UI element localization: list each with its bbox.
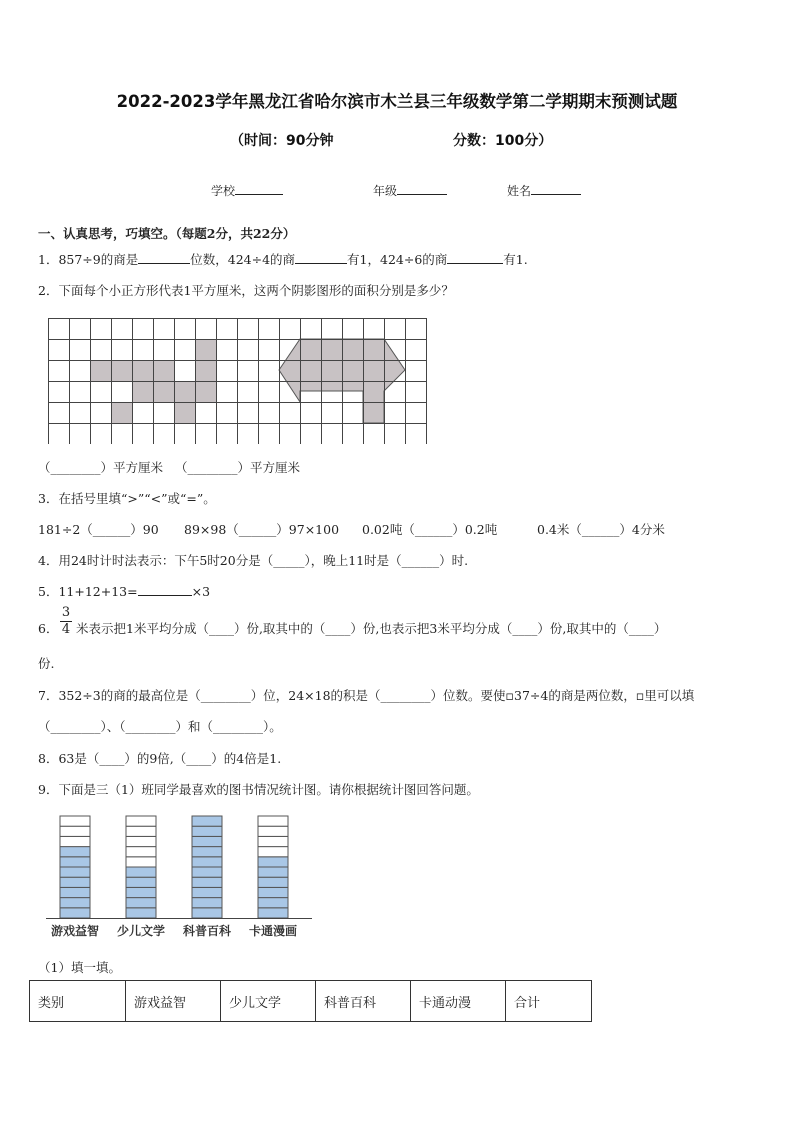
category-label: 少儿文学 bbox=[116, 924, 166, 938]
question-3: 3．在括号里填“>”“<”或“=”。 bbox=[38, 491, 216, 506]
q7-line-1: 7．352÷3的商的最高位是（________）位，24×18的积是（________）位数。要使▫37÷4的商是两位数，▫里可以填 bbox=[38, 688, 695, 703]
bar-unit bbox=[60, 898, 90, 908]
category-table bbox=[29, 980, 592, 1022]
bar-unit bbox=[258, 857, 288, 867]
q5-part-b: ×3 bbox=[191, 584, 211, 599]
bar-unit bbox=[60, 887, 90, 897]
bar-unit bbox=[60, 857, 90, 867]
bar-unit bbox=[126, 836, 156, 846]
q3-item-4[interactable]: 0.4米（______）4分米 bbox=[537, 522, 665, 537]
area-grid-svg bbox=[48, 318, 428, 444]
q5-blank[interactable] bbox=[138, 583, 192, 596]
question-4: 4．用24时计时法表示：下午5时20分是（_____），晚上11时是（______）时. bbox=[38, 553, 469, 568]
q2-answer-2[interactable]: （________）平方厘米 bbox=[174, 460, 300, 475]
section-heading: 一、认真思考，巧填空。（每题2分，共22分） bbox=[38, 226, 296, 241]
book-preference-chart bbox=[44, 808, 319, 944]
bar-unit bbox=[126, 816, 156, 826]
table-cell-category: 类别 bbox=[30, 981, 126, 1022]
grade-field bbox=[373, 182, 447, 199]
bar-unit bbox=[258, 887, 288, 897]
bar-unit bbox=[192, 887, 222, 897]
exam-time: （时间：90分钟 bbox=[230, 133, 334, 149]
table-cell-literature: 少儿文学 bbox=[221, 981, 316, 1022]
exam-score: 分数：100分） bbox=[453, 133, 553, 149]
bar-unit bbox=[60, 836, 90, 846]
q1-blank-3[interactable] bbox=[447, 251, 503, 264]
bar-unit bbox=[126, 867, 156, 877]
bar-unit bbox=[192, 836, 222, 846]
category-label: 卡通漫画 bbox=[248, 924, 298, 938]
bar-unit bbox=[60, 867, 90, 877]
bar-unit bbox=[258, 877, 288, 887]
table-row bbox=[30, 981, 592, 1022]
bar-unit bbox=[192, 867, 222, 877]
q6-number: 6． bbox=[38, 621, 59, 636]
grid-lines bbox=[48, 318, 427, 444]
bar-1 bbox=[126, 816, 156, 918]
question-8: 8．63是（____）的9倍,（____）的4倍是1. bbox=[38, 751, 282, 766]
category-label: 科普百科 bbox=[182, 924, 232, 938]
q2-answers bbox=[38, 458, 300, 476]
name-field bbox=[507, 182, 581, 199]
bar-unit bbox=[126, 857, 156, 867]
school-label: 学校 bbox=[211, 184, 236, 198]
school-blank[interactable] bbox=[235, 182, 283, 195]
q1-part-d: 有1. bbox=[503, 252, 528, 267]
bar-unit bbox=[60, 847, 90, 857]
q7-line-2: （________）、（________）和（________）。 bbox=[38, 719, 282, 734]
q6-line-1: 米表示把1米平均分成（____）份,取其中的（____）份,也表示把3米平均分成（____）份,取其中的（____） bbox=[76, 621, 667, 636]
grade-label: 年级 bbox=[373, 184, 398, 198]
question-9-1: （1）填一填。 bbox=[38, 960, 121, 975]
school-field bbox=[211, 182, 283, 199]
question-1 bbox=[38, 250, 528, 268]
q1-part-a: 1．857÷9的商是 bbox=[38, 252, 139, 267]
question-9: 9．下面是三（1）班同学最喜欢的图书情况统计图。请你根据统计图回答问题。 bbox=[38, 782, 479, 797]
q6-line-2: 份. bbox=[38, 656, 55, 671]
q3-item-1[interactable]: 181÷2（______）90 bbox=[38, 522, 159, 537]
bar-unit bbox=[258, 826, 288, 836]
q1-blank-2[interactable] bbox=[295, 251, 347, 264]
bar-unit bbox=[192, 826, 222, 836]
bar-unit bbox=[258, 867, 288, 877]
bar-unit bbox=[126, 908, 156, 918]
bar-unit bbox=[192, 847, 222, 857]
bar-unit bbox=[60, 908, 90, 918]
fraction-denominator: 4 bbox=[61, 622, 71, 637]
area-grid-figure bbox=[48, 318, 428, 448]
grade-blank[interactable] bbox=[397, 182, 447, 195]
bar-unit bbox=[126, 847, 156, 857]
bar-2 bbox=[192, 816, 222, 918]
bar-unit bbox=[258, 898, 288, 908]
bar-unit bbox=[258, 816, 288, 826]
table-cell-cartoon: 卡通动漫 bbox=[411, 981, 506, 1022]
q3-item-3[interactable]: 0.02吨（______）0.2吨 bbox=[362, 522, 498, 537]
bar-unit bbox=[126, 826, 156, 836]
q1-part-c: 有1，424÷6的商 bbox=[347, 252, 448, 267]
q2-answer-1[interactable]: （________）平方厘米 bbox=[38, 460, 164, 475]
fraction-numerator: 3 bbox=[61, 605, 71, 620]
q5-part-a: 5．11+12+13= bbox=[38, 584, 138, 599]
bar-unit bbox=[126, 877, 156, 887]
q1-part-b: 位数，424÷4的商 bbox=[190, 252, 296, 267]
q1-blank-1[interactable] bbox=[138, 251, 190, 264]
table-cell-games: 游戏益智 bbox=[126, 981, 221, 1022]
bar-0 bbox=[60, 816, 90, 918]
question-2: 2．下面每个小正方形代表1平方厘米，这两个阴影图形的面积分别是多少？ bbox=[38, 283, 454, 298]
bar-chart-svg bbox=[44, 808, 319, 940]
bar-unit bbox=[192, 898, 222, 908]
q3-item-2[interactable]: 89×98（______）97×100 bbox=[184, 522, 340, 537]
category-label: 游戏益智 bbox=[50, 924, 100, 938]
bar-unit bbox=[192, 908, 222, 918]
bar-unit bbox=[192, 816, 222, 826]
question-5 bbox=[38, 582, 210, 600]
bar-unit bbox=[258, 847, 288, 857]
bar-unit bbox=[192, 857, 222, 867]
bar-unit bbox=[192, 877, 222, 887]
bar-unit bbox=[126, 887, 156, 897]
bar-unit bbox=[258, 836, 288, 846]
name-blank[interactable] bbox=[531, 182, 581, 195]
bar-unit bbox=[126, 898, 156, 908]
table-cell-science: 科普百科 bbox=[316, 981, 411, 1022]
name-label: 姓名 bbox=[507, 184, 532, 198]
bar-unit bbox=[60, 877, 90, 887]
page-title: 2022-2023学年黑龙江省哈尔滨市木兰县三年级数学第二学期期末预测试题 bbox=[116, 92, 678, 111]
bar-unit bbox=[258, 908, 288, 918]
bar-3 bbox=[258, 816, 288, 918]
bar-unit bbox=[60, 826, 90, 836]
q6-fraction bbox=[60, 605, 72, 638]
table-cell-total: 合计 bbox=[506, 981, 592, 1022]
bar-unit bbox=[60, 816, 90, 826]
